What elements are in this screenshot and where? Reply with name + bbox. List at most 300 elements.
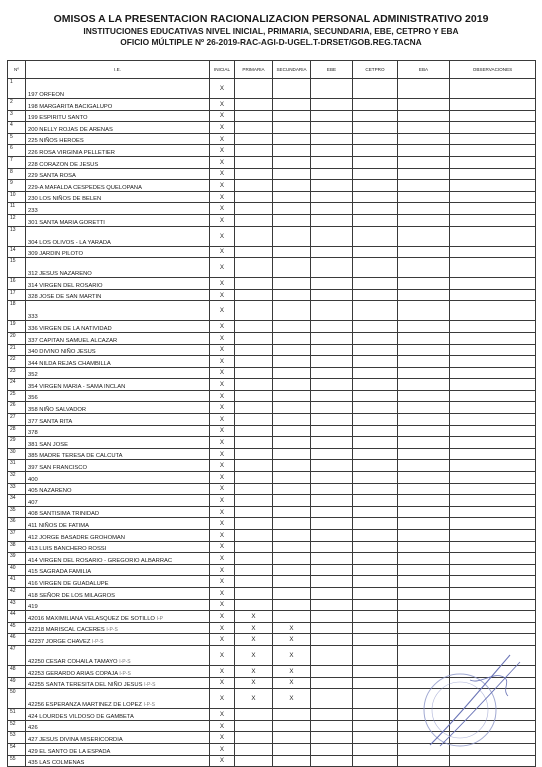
row-number: 18 <box>8 301 26 321</box>
row-observaciones-cell <box>450 214 536 226</box>
row-number: 11 <box>8 203 26 215</box>
row-primaria-mark <box>235 379 273 391</box>
row-inicial-mark: X <box>210 191 235 203</box>
row-observaciones-cell <box>450 611 536 623</box>
row-inicial-mark: X <box>210 599 235 611</box>
row-cetpro-cell <box>353 599 398 611</box>
row-ebe-cell <box>311 611 353 623</box>
row-ie-name <box>26 665 210 677</box>
row-cetpro-cell <box>353 301 398 321</box>
row-secundaria-mark <box>273 344 311 356</box>
col-header-number: Nº <box>8 61 26 79</box>
row-inicial-mark: X <box>210 437 235 449</box>
row-observaciones-cell <box>450 506 536 518</box>
col-header-ebe: EBE <box>311 61 353 79</box>
row-secundaria-mark <box>273 518 311 530</box>
row-ebe-cell <box>311 246 353 258</box>
row-ie-name <box>26 246 210 258</box>
ie-name-text: 42253 GERARDO ARIAS COPAJA <box>28 670 118 677</box>
row-inicial-mark: X <box>210 122 235 134</box>
row-ie-name <box>26 448 210 460</box>
row-number: 40 <box>8 564 26 576</box>
row-ebe-cell <box>311 414 353 426</box>
row-observaciones-cell <box>450 645 536 665</box>
ie-name-text: 416 VIRGEN DE GUADALUPE <box>28 580 109 587</box>
row-inicial-mark: X <box>210 379 235 391</box>
row-primaria-mark <box>235 564 273 576</box>
row-observaciones-cell <box>450 332 536 344</box>
row-eba-cell <box>398 226 450 246</box>
row-eba-cell <box>398 622 450 634</box>
ie-name-text: 408 SANTISIMA TRINIDAD <box>28 511 100 518</box>
table-row <box>8 425 536 437</box>
row-cetpro-cell <box>353 180 398 192</box>
row-primaria-mark <box>235 437 273 449</box>
level-suffix: I-P-S <box>106 627 118 634</box>
table-row <box>8 576 536 588</box>
row-cetpro-cell <box>353 634 398 646</box>
row-ebe-cell <box>311 506 353 518</box>
row-secundaria-mark <box>273 203 311 215</box>
row-inicial-mark: X <box>210 344 235 356</box>
row-number: 4 <box>8 122 26 134</box>
row-observaciones-cell <box>450 122 536 134</box>
row-ebe-cell <box>311 622 353 634</box>
row-observaciones-cell <box>450 495 536 507</box>
row-inicial-mark: X <box>210 483 235 495</box>
row-primaria-mark: X <box>235 634 273 646</box>
row-ebe-cell <box>311 379 353 391</box>
row-inicial-mark: X <box>210 665 235 677</box>
row-primaria-mark <box>235 483 273 495</box>
row-ebe-cell <box>311 258 353 278</box>
row-cetpro-cell <box>353 689 398 709</box>
row-cetpro-cell <box>353 258 398 278</box>
row-primaria-mark <box>235 576 273 588</box>
row-number: 17 <box>8 289 26 301</box>
table-row <box>8 530 536 542</box>
row-cetpro-cell <box>353 472 398 484</box>
row-eba-cell <box>398 344 450 356</box>
row-ebe-cell <box>311 448 353 460</box>
row-inicial-mark: X <box>210 180 235 192</box>
row-eba-cell <box>398 460 450 472</box>
row-inicial-mark: X <box>210 367 235 379</box>
row-secundaria-mark <box>273 425 311 437</box>
row-secundaria-mark <box>273 133 311 145</box>
row-observaciones-cell <box>450 634 536 646</box>
row-ie-name <box>26 553 210 565</box>
row-secundaria-mark <box>273 289 311 301</box>
row-inicial-mark: X <box>210 99 235 111</box>
row-primaria-mark <box>235 214 273 226</box>
row-inicial-mark: X <box>210 226 235 246</box>
row-inicial-mark: X <box>210 755 235 767</box>
ie-name-text: 225 NIÑOS HEROES <box>28 138 84 145</box>
row-ebe-cell <box>311 214 353 226</box>
row-cetpro-cell <box>353 495 398 507</box>
row-cetpro-cell <box>353 541 398 553</box>
row-ebe-cell <box>311 425 353 437</box>
row-number: 50 <box>8 689 26 709</box>
row-number: 55 <box>8 755 26 767</box>
row-observaciones-cell <box>450 344 536 356</box>
row-primaria-mark <box>235 203 273 215</box>
row-ie-name <box>26 168 210 180</box>
row-ebe-cell <box>311 530 353 542</box>
row-number: 14 <box>8 246 26 258</box>
ie-name-text: 413 LUIS BANCHERO ROSSI <box>28 546 107 553</box>
row-eba-cell <box>398 145 450 157</box>
row-cetpro-cell <box>353 665 398 677</box>
row-number: 53 <box>8 732 26 744</box>
table-row <box>8 191 536 203</box>
row-observaciones-cell <box>450 564 536 576</box>
table-row <box>8 720 536 732</box>
row-number: 25 <box>8 390 26 402</box>
title-line-1: OMISOS A LA PRESENTACION RACIONALIZACION PERSONAL ADMINISTRATIVO 2019 <box>53 13 489 25</box>
ie-name-text: 340 DIVINO NIÑO JESUS <box>28 349 96 356</box>
row-observaciones-cell <box>450 156 536 168</box>
row-observaciones-cell <box>450 301 536 321</box>
ie-name-text: 378 <box>28 430 38 437</box>
table-row <box>8 634 536 646</box>
row-observaciones-cell <box>450 622 536 634</box>
row-number: 27 <box>8 414 26 426</box>
ie-name-text: 42256 ESPERANZA MARTINEZ DE LOPEZ <box>28 702 142 709</box>
row-number: 23 <box>8 367 26 379</box>
row-inicial-mark: X <box>210 622 235 634</box>
row-primaria-mark <box>235 278 273 290</box>
table-row <box>8 79 536 99</box>
ie-name-text: 42237 JORGE CHAVEZ <box>28 638 91 645</box>
row-ie-name <box>26 289 210 301</box>
row-ie-name <box>26 425 210 437</box>
row-primaria-mark: X <box>235 677 273 689</box>
table-row <box>8 622 536 634</box>
ie-name-text: 333 <box>28 314 38 321</box>
table-row <box>8 564 536 576</box>
row-observaciones-cell <box>450 677 536 689</box>
row-inicial-mark: X <box>210 677 235 689</box>
row-eba-cell <box>398 180 450 192</box>
row-primaria-mark <box>235 472 273 484</box>
col-header-eba: EBA <box>398 61 450 79</box>
row-cetpro-cell <box>353 203 398 215</box>
row-inicial-mark: X <box>210 634 235 646</box>
row-ie-name <box>26 541 210 553</box>
row-eba-cell <box>398 258 450 278</box>
ie-name-text: 405 NAZARENO <box>28 488 72 495</box>
table-row <box>8 156 536 168</box>
row-ie-name <box>26 414 210 426</box>
row-ebe-cell <box>311 587 353 599</box>
row-cetpro-cell <box>353 79 398 99</box>
row-secundaria-mark <box>273 553 311 565</box>
row-ie-name <box>26 437 210 449</box>
level-suffix: I-P-S <box>144 682 156 689</box>
ie-name-text: 233 <box>28 207 38 214</box>
table-row <box>8 214 536 226</box>
row-cetpro-cell <box>353 145 398 157</box>
row-number: 26 <box>8 402 26 414</box>
row-ie-name <box>26 99 210 111</box>
row-cetpro-cell <box>353 226 398 246</box>
ie-name-text: 304 LOS OLIVOS - LA YARADA <box>28 239 111 246</box>
ie-name-text: 314 VIRGEN DEL ROSARIO <box>28 282 103 289</box>
row-primaria-mark <box>235 301 273 321</box>
row-eba-cell <box>398 689 450 709</box>
ie-name-text: 426 <box>28 725 38 732</box>
row-secundaria-mark <box>273 214 311 226</box>
row-secundaria-mark <box>273 720 311 732</box>
ie-name-text: 228 CORAZON DE JESUS <box>28 161 99 168</box>
row-eba-cell <box>398 99 450 111</box>
row-primaria-mark <box>235 495 273 507</box>
row-observaciones-cell <box>450 732 536 744</box>
row-inicial-mark: X <box>210 278 235 290</box>
table-row <box>8 402 536 414</box>
row-ie-name <box>26 278 210 290</box>
row-observaciones-cell <box>450 356 536 368</box>
row-secundaria-mark <box>273 79 311 99</box>
row-inicial-mark: X <box>210 321 235 333</box>
row-eba-cell <box>398 367 450 379</box>
row-inicial-mark: X <box>210 743 235 755</box>
row-cetpro-cell <box>353 402 398 414</box>
row-primaria-mark <box>235 226 273 246</box>
row-primaria-mark <box>235 79 273 99</box>
row-primaria-mark <box>235 599 273 611</box>
row-ebe-cell <box>311 122 353 134</box>
row-primaria-mark <box>235 530 273 542</box>
row-observaciones-cell <box>450 665 536 677</box>
ie-name-text: 424 LOURDES VILDOSO DE GAMBETA <box>28 713 134 720</box>
row-number: 2 <box>8 99 26 111</box>
row-eba-cell <box>398 214 450 226</box>
row-eba-cell <box>398 301 450 321</box>
row-ebe-cell <box>311 576 353 588</box>
row-number: 6 <box>8 145 26 157</box>
level-suffix: I-P-S <box>119 670 131 677</box>
table-row <box>8 689 536 709</box>
row-primaria-mark <box>235 133 273 145</box>
row-number: 7 <box>8 156 26 168</box>
row-primaria-mark <box>235 390 273 402</box>
row-primaria-mark <box>235 518 273 530</box>
row-number: 51 <box>8 709 26 721</box>
row-cetpro-cell <box>353 133 398 145</box>
row-inicial-mark: X <box>210 203 235 215</box>
row-inicial-mark: X <box>210 645 235 665</box>
row-secundaria-mark <box>273 379 311 391</box>
row-number: 22 <box>8 356 26 368</box>
row-primaria-mark <box>235 743 273 755</box>
row-secundaria-mark <box>273 483 311 495</box>
row-observaciones-cell <box>450 472 536 484</box>
row-inicial-mark: X <box>210 156 235 168</box>
row-ebe-cell <box>311 301 353 321</box>
row-observaciones-cell <box>450 720 536 732</box>
table-row <box>8 226 536 246</box>
row-inicial-mark: X <box>210 332 235 344</box>
omissions-table <box>7 60 536 767</box>
row-ie-name <box>26 321 210 333</box>
table-row <box>8 122 536 134</box>
row-ebe-cell <box>311 367 353 379</box>
ie-name-text: 328 JOSE DE SAN MARTIN <box>28 294 102 301</box>
row-eba-cell <box>398 743 450 755</box>
row-cetpro-cell <box>353 289 398 301</box>
row-primaria-mark: X <box>235 665 273 677</box>
row-inicial-mark: X <box>210 530 235 542</box>
row-ebe-cell <box>311 289 353 301</box>
table-row <box>8 437 536 449</box>
ie-name-text: 381 SAN JOSE <box>28 441 68 448</box>
row-ie-name <box>26 203 210 215</box>
row-eba-cell <box>398 191 450 203</box>
row-number: 29 <box>8 437 26 449</box>
row-ie-name <box>26 379 210 391</box>
row-secundaria-mark <box>273 611 311 623</box>
row-ie-name <box>26 634 210 646</box>
row-eba-cell <box>398 599 450 611</box>
row-inicial-mark: X <box>210 356 235 368</box>
row-observaciones-cell <box>450 743 536 755</box>
row-ebe-cell <box>311 332 353 344</box>
table-row <box>8 145 536 157</box>
row-observaciones-cell <box>450 168 536 180</box>
row-number: 54 <box>8 743 26 755</box>
row-cetpro-cell <box>353 518 398 530</box>
row-ie-name <box>26 145 210 157</box>
row-secundaria-mark <box>273 437 311 449</box>
row-observaciones-cell <box>450 460 536 472</box>
row-eba-cell <box>398 720 450 732</box>
row-ie-name <box>26 530 210 542</box>
table-row <box>8 332 536 344</box>
row-cetpro-cell <box>353 709 398 721</box>
row-secundaria-mark <box>273 506 311 518</box>
row-inicial-mark: X <box>210 110 235 122</box>
table-row <box>8 587 536 599</box>
row-cetpro-cell <box>353 732 398 744</box>
row-number: 13 <box>8 226 26 246</box>
row-cetpro-cell <box>353 720 398 732</box>
row-secundaria-mark <box>273 709 311 721</box>
row-secundaria-mark <box>273 156 311 168</box>
row-observaciones-cell <box>450 518 536 530</box>
row-observaciones-cell <box>450 79 536 99</box>
row-eba-cell <box>398 530 450 542</box>
row-cetpro-cell <box>353 99 398 111</box>
row-secundaria-mark <box>273 732 311 744</box>
row-eba-cell <box>398 390 450 402</box>
row-ie-name <box>26 258 210 278</box>
row-ie-name <box>26 214 210 226</box>
ie-name-text: 42016 MAXIMILIANA VELASQUEZ DE SOTILLO <box>28 615 155 622</box>
row-ie-name <box>26 587 210 599</box>
table-row <box>8 709 536 721</box>
row-secundaria-mark <box>273 180 311 192</box>
row-number: 34 <box>8 495 26 507</box>
row-secundaria-mark: X <box>273 677 311 689</box>
row-eba-cell <box>398 587 450 599</box>
row-primaria-mark <box>235 321 273 333</box>
row-ie-name <box>26 332 210 344</box>
row-ebe-cell <box>311 564 353 576</box>
row-secundaria-mark <box>273 356 311 368</box>
row-number: 16 <box>8 278 26 290</box>
row-eba-cell <box>398 576 450 588</box>
row-ebe-cell <box>311 191 353 203</box>
table-row <box>8 677 536 689</box>
table-row <box>8 258 536 278</box>
row-primaria-mark <box>235 541 273 553</box>
row-ie-name <box>26 191 210 203</box>
row-eba-cell <box>398 437 450 449</box>
row-number: 1 <box>8 79 26 99</box>
ie-name-text: 301 SANTA MARIA GORETTI <box>28 219 105 226</box>
row-observaciones-cell <box>450 437 536 449</box>
row-primaria-mark <box>235 332 273 344</box>
row-eba-cell <box>398 732 450 744</box>
table-row <box>8 180 536 192</box>
row-cetpro-cell <box>353 483 398 495</box>
ie-name-text: 377 SANTA RITA <box>28 418 73 425</box>
row-eba-cell <box>398 79 450 99</box>
row-ebe-cell <box>311 732 353 744</box>
row-eba-cell <box>398 665 450 677</box>
row-ie-name <box>26 564 210 576</box>
ie-name-text: 354 VIRGEN MARIA - SAMA INCLAN <box>28 383 126 390</box>
row-ie-name <box>26 518 210 530</box>
row-eba-cell <box>398 495 450 507</box>
row-number: 9 <box>8 180 26 192</box>
row-secundaria-mark <box>273 246 311 258</box>
row-number: 31 <box>8 460 26 472</box>
row-eba-cell <box>398 278 450 290</box>
row-inicial-mark: X <box>210 553 235 565</box>
row-observaciones-cell <box>450 226 536 246</box>
table-row <box>8 755 536 767</box>
row-eba-cell <box>398 645 450 665</box>
ie-name-text: 352 <box>28 372 38 379</box>
table-row <box>8 611 536 623</box>
row-secundaria-mark <box>273 367 311 379</box>
row-secundaria-mark: X <box>273 689 311 709</box>
row-ie-name <box>26 677 210 689</box>
row-number: 28 <box>8 425 26 437</box>
row-secundaria-mark <box>273 587 311 599</box>
row-primaria-mark <box>235 168 273 180</box>
ie-name-text: 435 LAS COLMENAS <box>28 760 85 767</box>
row-number: 10 <box>8 191 26 203</box>
row-eba-cell <box>398 156 450 168</box>
ie-name-text: 385 MADRE TERESA DE CALCUTA <box>28 453 123 460</box>
row-inicial-mark: X <box>210 541 235 553</box>
level-suffix: I-P-S <box>119 658 131 665</box>
row-primaria-mark <box>235 460 273 472</box>
row-ie-name <box>26 622 210 634</box>
row-ie-name <box>26 709 210 721</box>
row-observaciones-cell <box>450 483 536 495</box>
row-secundaria-mark <box>273 278 311 290</box>
table-row <box>8 301 536 321</box>
row-cetpro-cell <box>353 414 398 426</box>
row-primaria-mark <box>235 191 273 203</box>
table-row <box>8 99 536 111</box>
